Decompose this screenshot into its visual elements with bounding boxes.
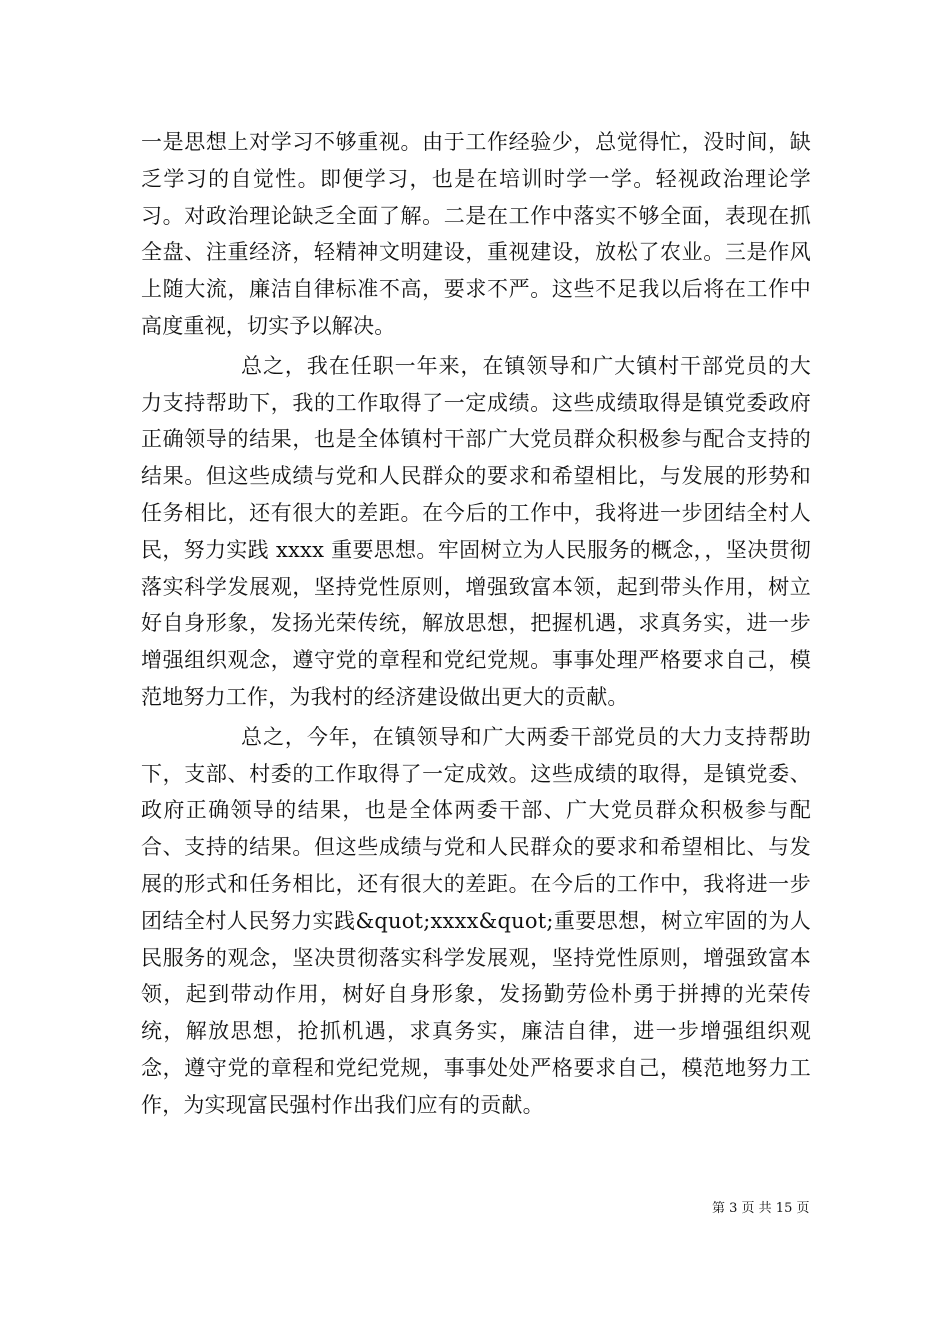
page-number-footer: 第 3 页 共 15 页 [712, 1201, 810, 1216]
paragraph-self-assessment: 一是思想上对学习不够重视。由于工作经验少，总觉得忙，没时间，缺乏学习的自觉性。即便学习，也是在培训时学一学。轻视政治理论学习。对政治理论缺乏全面了解。二是在工作中落实不够全面，表现在抓全盘、注重经济，轻精神文明建设，重视建设，放松了农业。三是作风上随大流，廉洁自律标准不高，要求不严。这些不足我以后将在工作中高度重视，切实予以解决。 [141, 130, 811, 338]
paragraph-summary-second: 总之，今年，在镇领导和广大两委干部党员的大力支持帮助下，支部、村委的工作取得了一定成效。这些成绩的取得，是镇党委、政府正确领导的结果，也是全体两委干部、广大党员群众积极参与配合、支持的结果。但这些成绩与党和人民群众的要求和希望相比、与发展的形式和任务相比，还有很大的差距。在今后的工作中，我将进一步团结全村人民努力实践&quot;xxxx&quot;重要思想，树立牢固的为人民服务的观念，坚决贯彻落实科学发展观，坚持党性原则，增强致富本领，起到带动作用，树好自身形象，发扬勤劳俭朴勇于拼搏的光荣传统，解放思想，抢抓机遇，求真务实，廉洁自律，进一步增强组织观念，遵守党的章程和党纪党规，事事处处严格要求自己，模范地努力工作，为实现富民强村作出我们应有的贡献。 [141, 724, 811, 1117]
document-body [141, 124, 811, 1124]
paragraph-summary-first: 总之，我在任职一年来，在镇领导和广大镇村干部党员的大力支持帮助下，我的工作取得了一定成绩。这些成绩取得是镇党委政府正确领导的结果，也是全体镇村干部广大党员群众积极参与配合支持的结果。但这些成绩与党和人民群众的要求和希望相比，与发展的形势和任务相比，还有很大的差距。在今后的工作中，我将进一步团结全村人民，努力实践 xxxx 重要思想。牢固树立为人民服务的概念，，坚决贯彻落实科学发展观，坚持党性原则，增强致富本领，起到带头作用，树立好自身形象，发扬光荣传统，解放思想，把握机遇，求真务实，进一步增强组织观念，遵守党的章程和党纪党规。事事处理严格要求自己，模范地努力工作，为我村的经济建设做出更大的贡献。 [141, 353, 811, 709]
